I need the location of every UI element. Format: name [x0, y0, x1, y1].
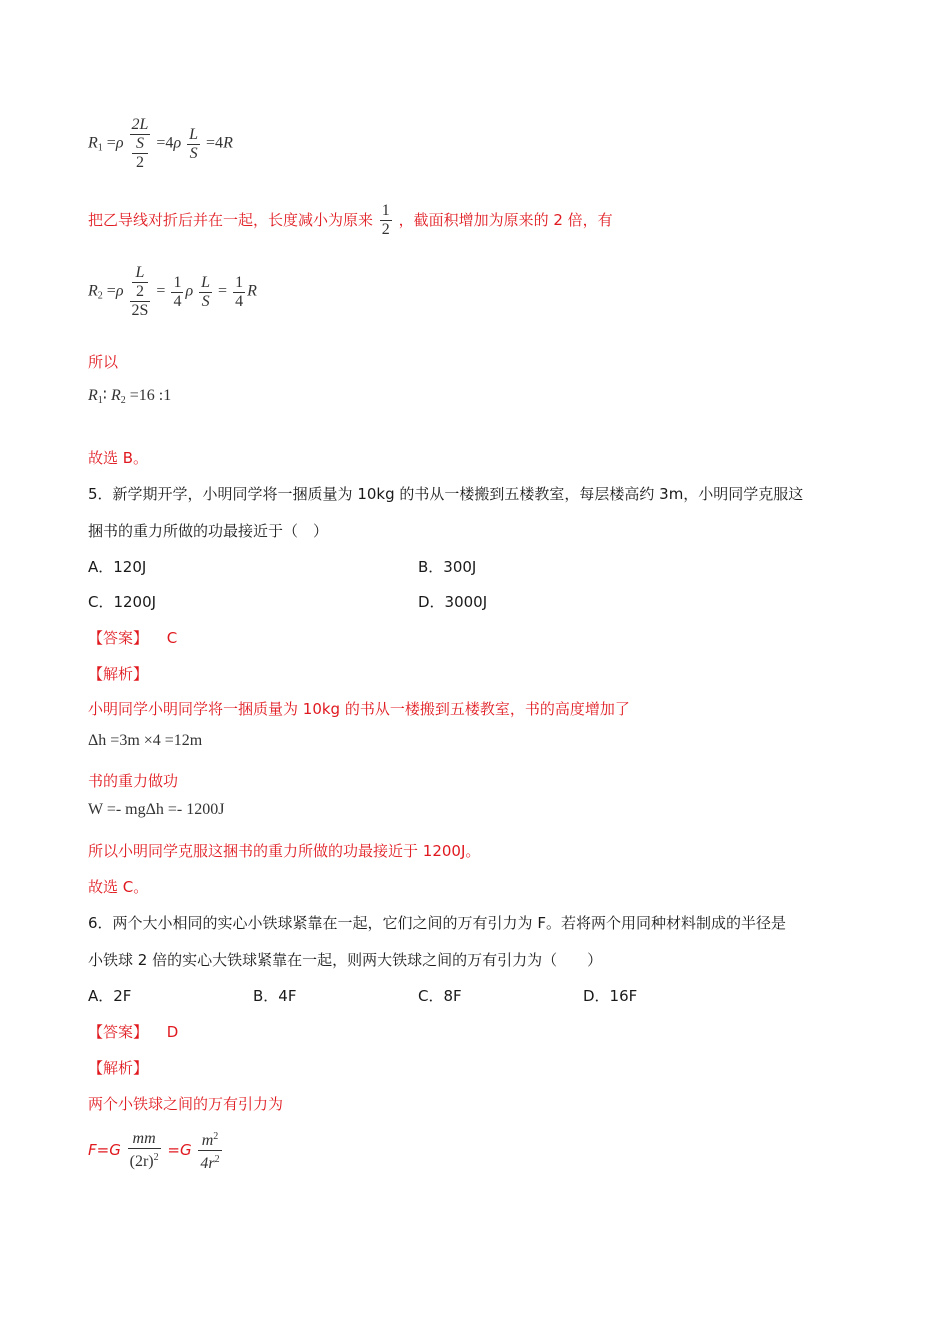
r1-formula: $R_1 =\rho$ 2L S 2 =4ρ $\frac{L}{S}$ =4R [88, 116, 233, 171]
q6-answer [88, 1022, 178, 1042]
answer-label: 【答案】 [88, 629, 149, 647]
answer-label: 【答案】 [88, 1023, 149, 1041]
q6-option-a[interactable]: A．2F [88, 987, 132, 1005]
r1-symbol: R [88, 134, 98, 152]
q5-analysis-label: 【解析】 [88, 665, 149, 683]
q6-option-b[interactable]: B．4F [253, 987, 297, 1005]
q5-option-d[interactable]: D．3000J [418, 593, 488, 611]
q5-height-equation: Δh =3m ×4 =12m [88, 732, 203, 749]
q5-work-text: 书的重力做功 [88, 772, 179, 790]
q6-stem-line1: 6．两个大小相同的实心小铁球紧靠在一起，它们之间的万有引力为 F。若将两个用同种材料制成的半径是 [88, 914, 786, 932]
q4-conclusion: 故选 B。 [88, 449, 149, 467]
q5-option-c[interactable]: C．1200J [88, 593, 157, 611]
r2-main-fraction: L 2 2S [131, 264, 149, 319]
ratio-formula: $R_1∶$ $R_2 =16$ :1 [88, 387, 172, 406]
q5-analysis-line1: 小明同学小明同学将一捆质量为 10kg 的书从一楼搬到五楼教室，书的高度增加了 [88, 700, 630, 718]
r1-second-fraction: $\frac{L}{S}$ [189, 125, 199, 162]
q5-option-b[interactable]: B．300J [418, 558, 477, 576]
so-text: 所以 [88, 353, 119, 371]
q5-answer [88, 628, 177, 648]
q6-stem-line2: 小铁球 2 倍的实心大铁球紧靠在一起，则两大铁球之间的万有引力为（ ） [88, 951, 603, 969]
q5-stem-line2: 捆书的重力所做的功最接近于（ ） [88, 522, 329, 540]
answer-value: D [166, 1023, 179, 1041]
r2-formula: $R_2 =\rho$ L 2 2S = $\frac{1}{4}$ ρ $\frac{L}{S}$ = $\frac{1}{4}$ R [88, 264, 257, 319]
q5-stem-line1: 5．新学期开学，小明同学将一捆质量为 10kg 的书从一楼搬到五楼教室，每层楼高约 3m，小明同学克服这 [88, 485, 804, 503]
q5-option-a[interactable]: A．120J [88, 558, 147, 576]
q5-conclusion: 故选 C。 [88, 878, 149, 896]
q5-so-line: 所以小明同学克服这捆书的重力所做的功最接近于 1200J。 [88, 842, 481, 860]
q6-option-d[interactable]: D．16F [583, 987, 638, 1005]
rho-symbol: ρ [115, 134, 124, 152]
r1-subscript: 1 [97, 142, 103, 154]
answer-value: C [166, 629, 178, 647]
q6-option-c[interactable]: C．8F [418, 987, 462, 1005]
q6-analysis-line1: 两个小铁球之间的万有引力为 [88, 1095, 284, 1113]
half-fraction: $\frac{1}{2}$ [381, 202, 390, 238]
r1-main-fraction: 2L S 2 [131, 116, 149, 171]
q5-work-equation: W =- mgΔh =- 1200J [88, 801, 225, 818]
fold-explanation: 把乙导线对折后并在一起，长度减小为原来 $\frac{1}{2}$ ，截面积增加为原来的 2 倍，有 [88, 202, 613, 238]
q6-gravity-formula: F=G $\frac{mm}{(2r)^2}$ =G $\frac{m^2}{4r^2}$ [88, 1130, 220, 1172]
q6-analysis-label: 【解析】 [88, 1059, 149, 1077]
